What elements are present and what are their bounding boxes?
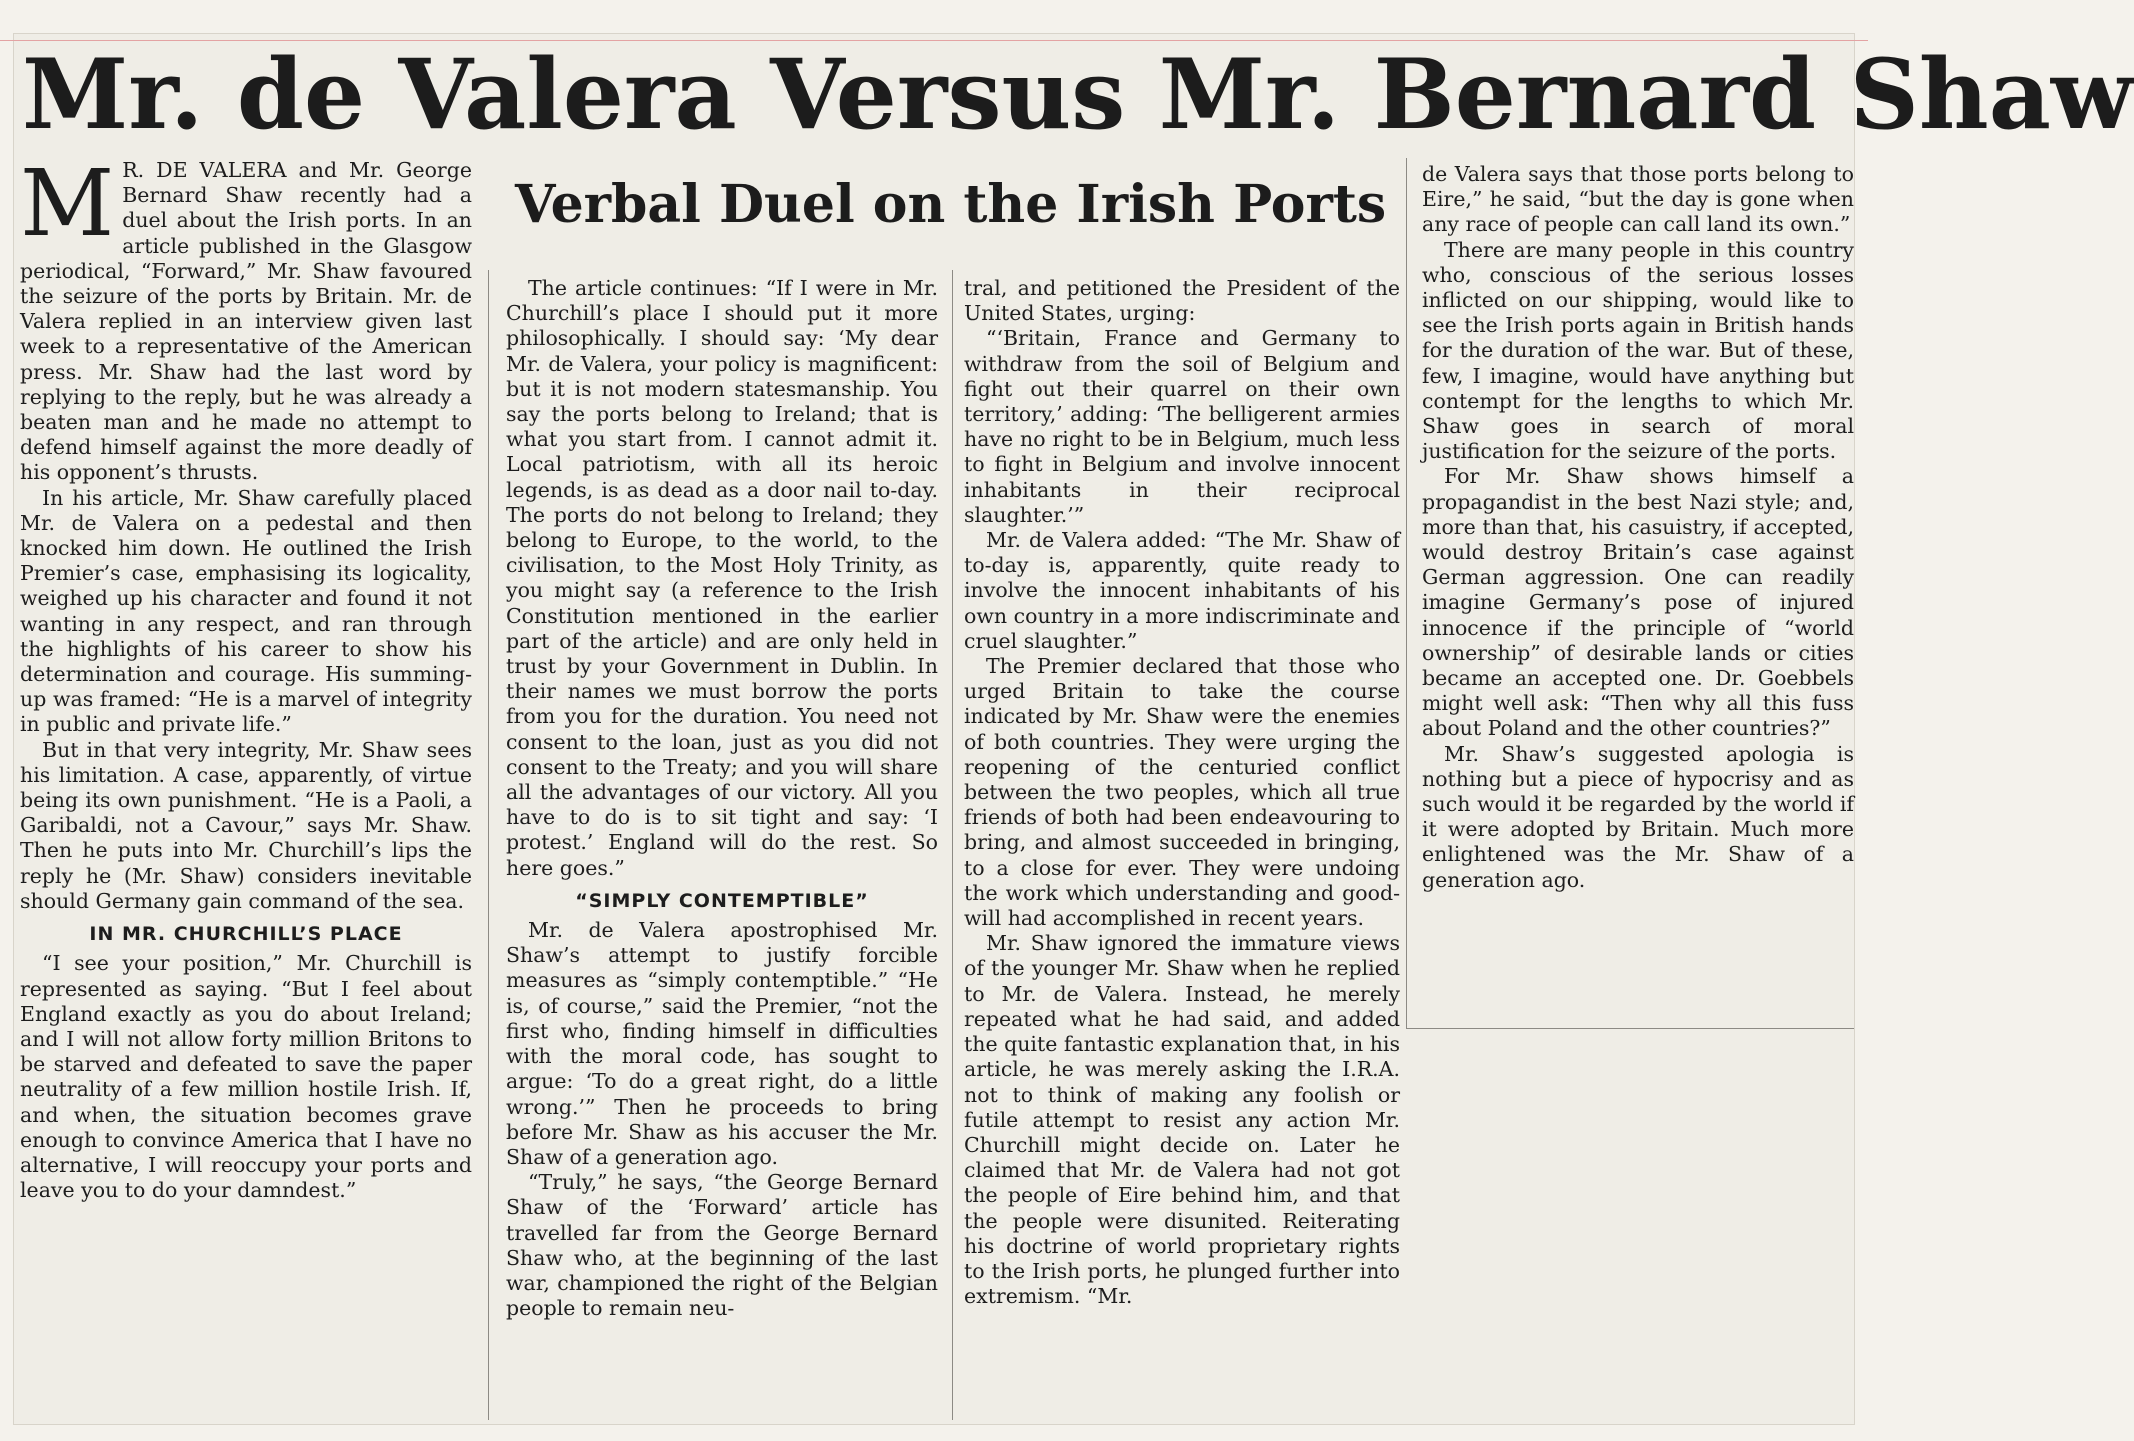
drop-cap: M [20,150,115,257]
column-1-paragraph: In his article, Mr. Shaw carefully placed Mr. de Valera on a pedestal and then knocked him down. He outlined the Irish Premier’s case, emphasising its logicality, weighed up his character and found it not wanting in any respect, and ran through the highlights of his career to show his determination and courage. His summing-up was framed: “He is a marvel of integrity in public and private life.” [20,485,472,737]
subheadline: Verbal Duel on the Irish Ports [515,174,1387,235]
column-4-paragraph: For Mr. Shaw shows himself a propagandist in the best Nazi style; and, more than that, his casuistry, if accepted, would destroy Britain’s case against German aggression. One can readily imagine Germany’s pose of injured innocence if the principle of “world ownership” of desirable lands or cities became an accepted one. Dr. Goebbels might well ask: “Then why all this fuss about Poland and the other countries?” [1422,464,1854,741]
column-3-paragraph: tral, and petitioned the President of the United States, urging: [964,276,1400,326]
headline: Mr. de Valera Versus Mr. Bernard Shaw [22,38,2134,151]
column-3 [964,276,1400,1309]
column-2-paragraph: The article continues: “If I were in Mr. Churchill’s place I should put it more philosophically. I should say: ‘My dear Mr. de Valera, your policy is magnificent: but it is not modern statesmanship. You say the ports belong to Ireland; that is what you start from. I cannot admit it. Local patriotism, with all its heroic legends, is as dead as a door nail to-day. The ports do not belong to Ireland; they belong to Europe, to the world, to the civilisation, to the Most Holy Trinity, as you might say (a reference to the Irish Constitution mentioned in the earlier part of the article) and are only held in trust by your Government in Dublin. In their names we must borrow the ports from you for the duration. You need not consent to the loan, just as you did not consent to the Treaty; and you will share all the advantages of our victory. All you have to do is to sit tight and say: ‘I protest.’ England will do the rest. So here goes.” [506,276,938,880]
section-heading: IN MR. CHURCHILL’S PLACE [89,923,403,946]
column-3-paragraph: “‘Britain, France and Germany to withdraw from the soil of Belgium and fight out their quarrel on their own territory,’ adding: ‘The belligerent armies have no right to be in Belgium, much less to fight in Belgium and involve innocent inhabitants in their reciprocal slaughter.’” [964,326,1400,527]
column-1-lead: R. DE VALERA and Mr. George Bernard Shaw recently had a duel about the Irish ports. In an article published in the Glasgow periodical, “Forward,” Mr. Shaw favoured the seizure of the ports by Britain. Mr. de Valera replied in an interview given last week to a representative of the American press. Mr. Shaw had the last word by replying to the reply, but he was already a beaten man and he made no attempt to defend himself against the more deadly of his opponent’s thrusts. [20,158,472,485]
column-4-paragraph: Mr. Shaw’s suggested apologia is nothing but a piece of hypocrisy and as such would it be regarded by the world if it were adopted by Britain. Much more enlightened was the Mr. Shaw of a generation ago. [1422,741,1854,892]
column-divider [488,270,489,1420]
column-4 [1422,162,1854,893]
section-heading: “SIMPLY CONTEMPTIBLE” [575,889,869,912]
column-4-paragraph: There are many people in this country who, conscious of the serious losses inflicted on our shipping, would like to see the Irish ports again in British hands for the duration of the war. But of these, few, I imagine, would have anything but contempt for the lengths to which Mr. Shaw goes in search of moral justification for the seizure of the ports. [1422,237,1854,464]
column-2 [506,276,938,1321]
column-1-paragraph: But in that very integrity, Mr. Shaw sees his limitation. A case, apparently, of virtue being its own punishment. “He is a Paoli, a Garibaldi, not a Cavour,” says Mr. Shaw. Then he puts into Mr. Churchill’s lips the reply he (Mr. Shaw) considers inevitable should Germany gain command of the sea. [20,737,472,913]
column-2-paragraph: Mr. de Valera apostrophised Mr. Shaw’s attempt to justify forcible measures as “simply contemptible.” “He is, of course,” said the Premier, “not the first who, finding himself in difficulties with the moral code, has sought to argue: ‘To do a great right, do a little wrong.’” Then he proceeds to bring before Mr. Shaw as his accuser the Mr. Shaw of a generation ago. [506,918,938,1169]
column-2-paragraph: “Truly,” he says, “the George Bernard Shaw of the ‘Forward’ article has travelled far from the George Bernard Shaw who, at the beginning of the last war, championed the right of the Belgian people to remain neu- [506,1170,938,1321]
column-3-paragraph: The Premier declared that those who urged Britain to take the course indicated by Mr. Shaw were the enemies of both countries. They were urging the reopening of the centuried conflict between the two peoples, which all true friends of both had been endeavouring to bring, and almost succeeded in bringing, to a close for ever. They were undoing the work which understanding and good-will had accomplished in recent years. [964,654,1400,931]
column-divider [1406,158,1407,1028]
column-4-paragraph: de Valera says that those ports belong to Eire,” he said, “but the day is gone when any race of people can call land its own.” [1422,162,1854,237]
column-3-paragraph: Mr. de Valera added: “The Mr. Shaw of to-day is, apparently, quite ready to involve the innocent inhabitants of his own country in a more indiscriminate and cruel slaughter.” [964,528,1400,653]
column-3-paragraph: Mr. Shaw ignored the immature views of the younger Mr. Shaw when he replied to Mr. de Valera. Instead, he merely repeated what he had said, and added the quite fantastic explanation that, in his article, he was merely asking the I.R.A. not to think of making any foolish or futile attempt to resist any action Mr. Churchill might decide on. Later he claimed that Mr. de Valera had not got the people of Eire behind him, and that the people were disunited. Reiterating his doctrine of world proprietary rights to the Irish ports, he plunged further into extremism. “Mr. [964,931,1401,1309]
column-divider [952,270,953,1420]
column-1 [20,150,472,1203]
column-1-paragraph: “I see your position,” Mr. Churchill is represented as saying. “But I feel about England exactly as you do about Ireland; and I will not allow forty million Britons to be starved and defeated to save the paper neutrality of a few million hostile Irish. If, and when, the situation becomes grave enough to convince America that I have no alternative, I will reoccupy your ports and leave you to do your damndest.” [20,951,472,1203]
column-end-rule [1406,1028,1854,1029]
